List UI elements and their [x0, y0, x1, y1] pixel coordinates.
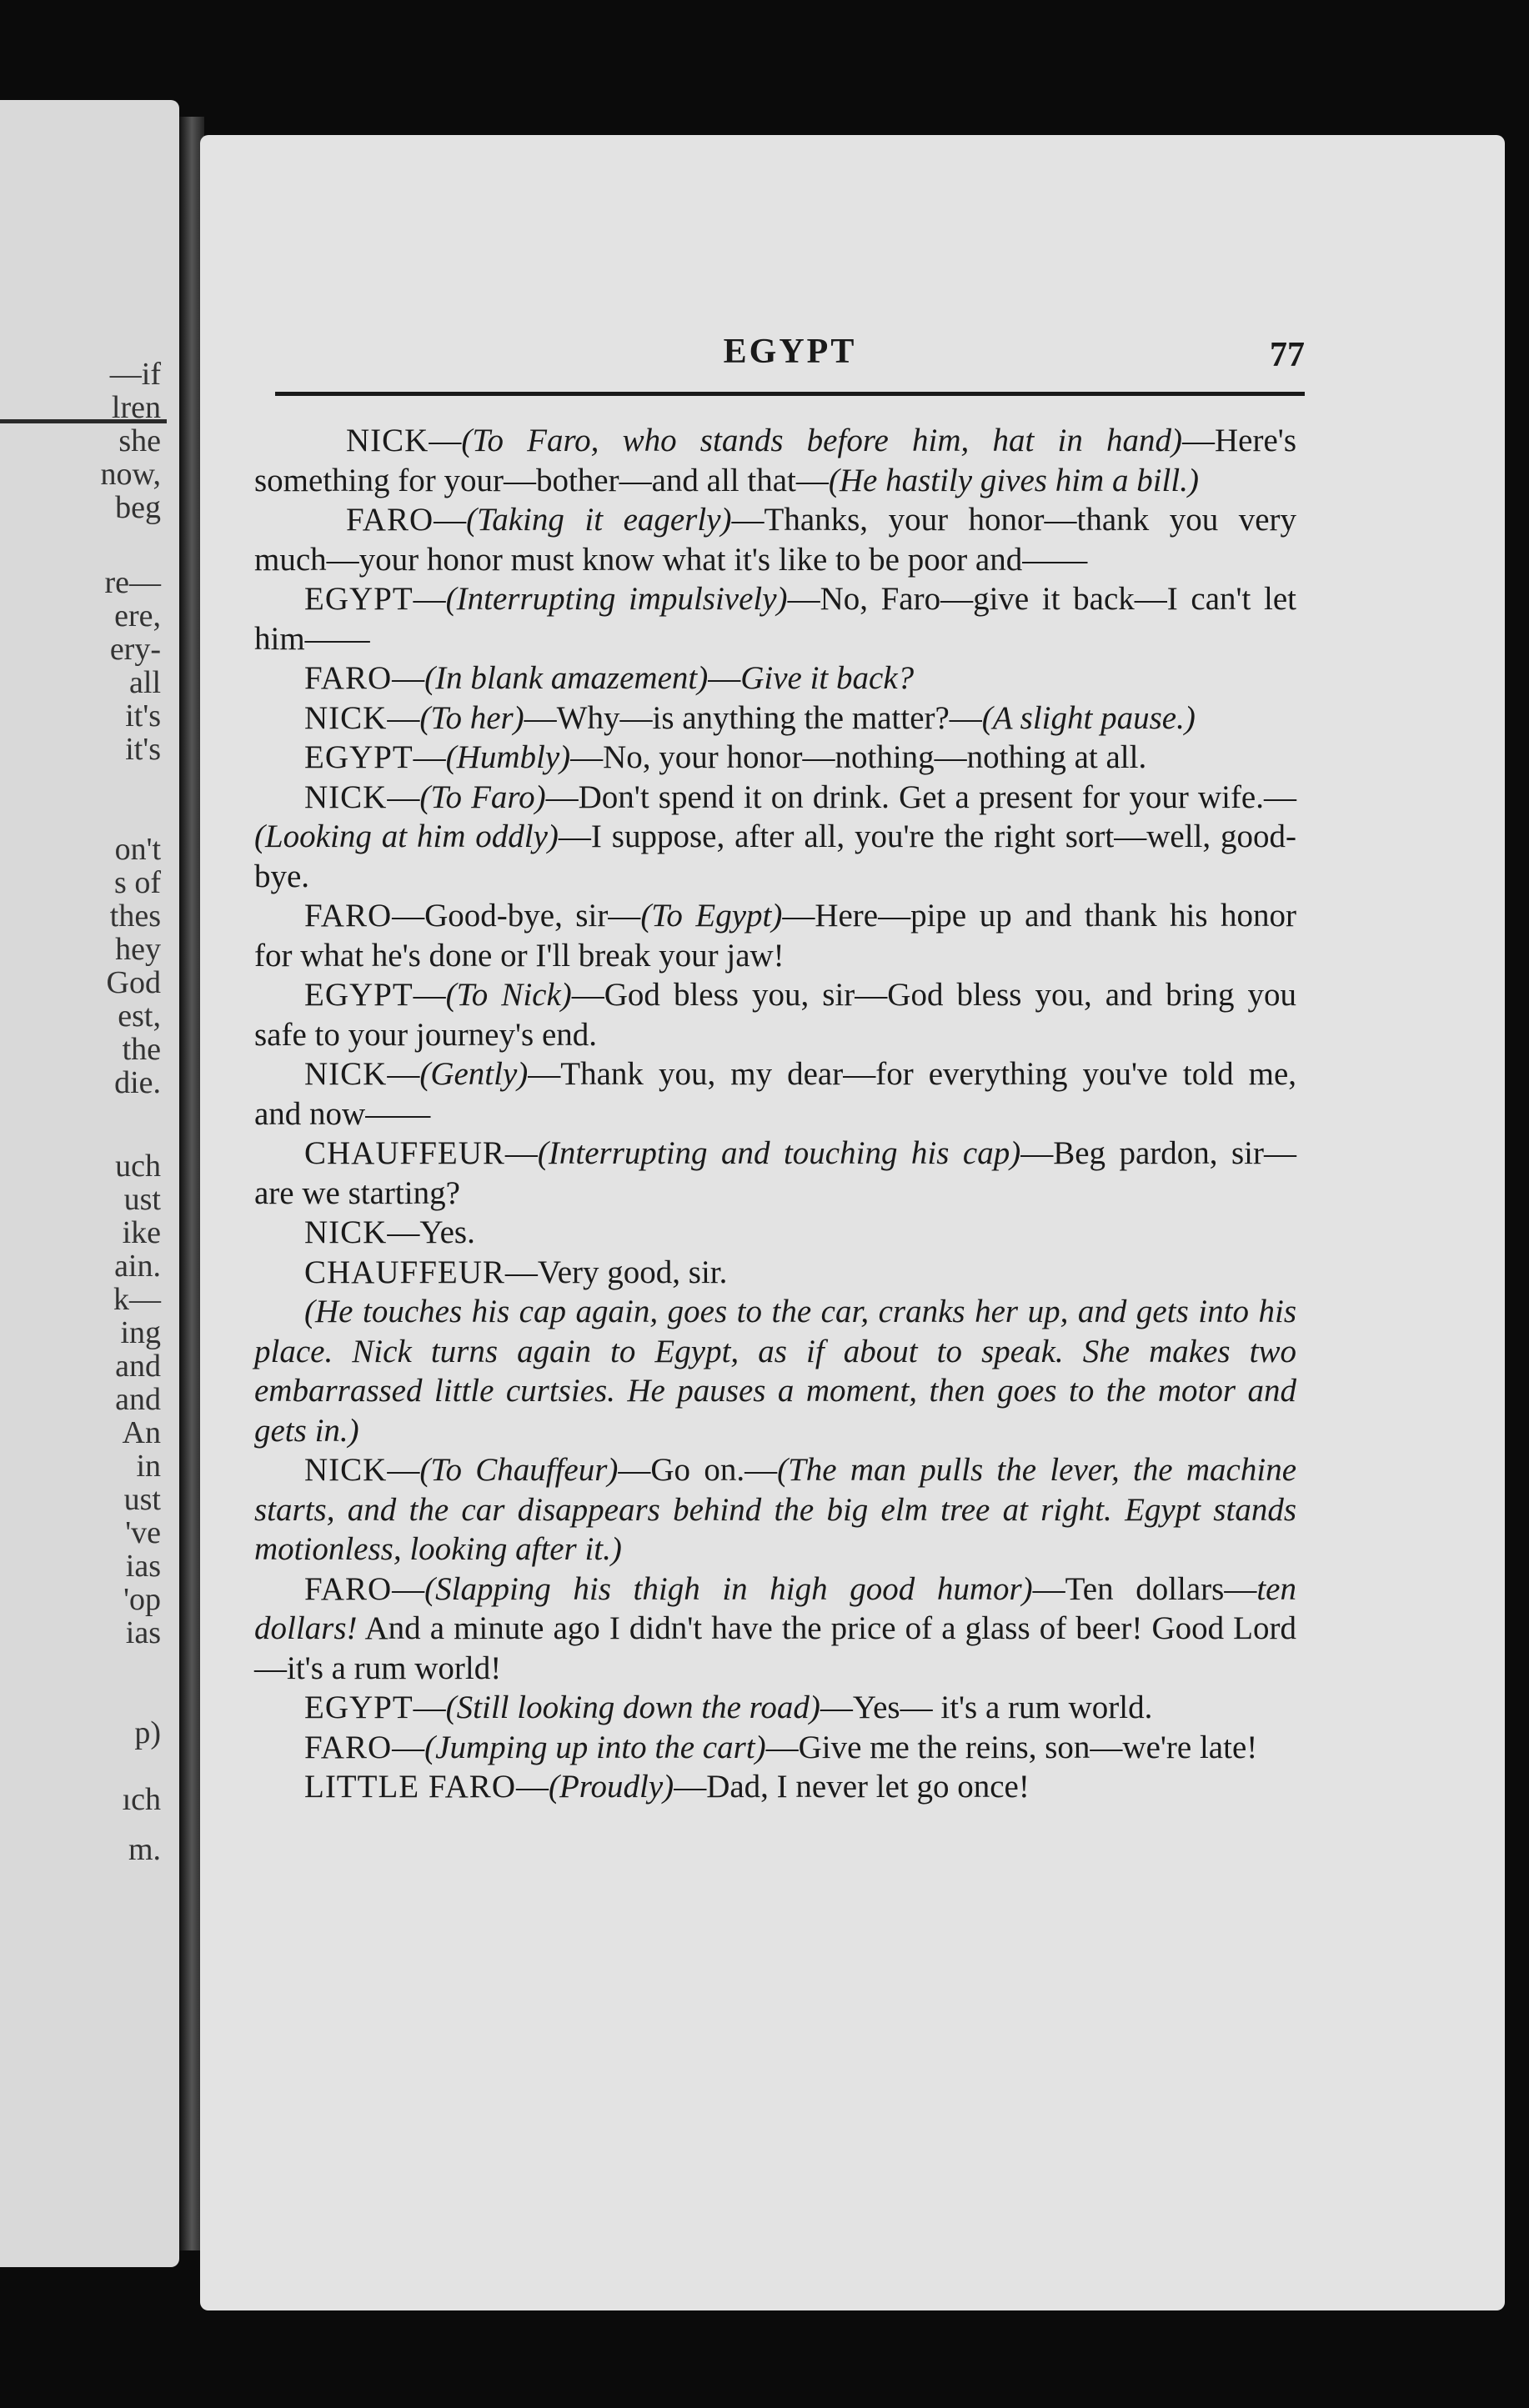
speaker-name: EGYPT: [304, 977, 414, 1013]
stage-direction: (To Chauffeur): [419, 1452, 619, 1488]
left-page-text-fragment: hey: [115, 932, 161, 967]
left-page-text-fragment: and: [115, 1382, 161, 1417]
speaker-name: CHAUFFEUR: [304, 1254, 505, 1290]
dialogue-text: —No, your honor—nothing—nothing at all.: [570, 739, 1147, 775]
left-page-text-fragment: ery-: [109, 632, 161, 667]
dialogue-paragraph: [254, 500, 1296, 579]
em-dash: —: [434, 502, 467, 538]
em-dash: —: [413, 581, 446, 617]
left-page-text-fragment: ias: [125, 1615, 161, 1650]
stage-direction: (To Faro): [419, 778, 546, 815]
dialogue-paragraph: [254, 579, 1296, 658]
stage-direction: (Interrupting and touching his cap): [537, 1135, 1021, 1171]
left-page-text-fragment: it's: [125, 732, 161, 767]
left-page-text-fragment: and: [115, 1349, 161, 1384]
dialogue-paragraph: [254, 1213, 1296, 1253]
speaker-name: EGYPT: [304, 1690, 414, 1725]
dialogue-paragraph: [254, 1054, 1296, 1134]
left-page-text-fragment: the: [122, 1032, 161, 1067]
speaker-name: LITTLE FARO: [304, 1769, 516, 1805]
stage-direction: (To Faro, who stands before him, hat in hand): [461, 423, 1183, 458]
stage-direction: (Looking at him oddly): [254, 819, 559, 854]
em-dash: —: [413, 1690, 446, 1725]
dialogue-text: —Don't spend it on drink. Get a present for your wife.—: [545, 778, 1296, 815]
em-dash: —: [516, 1769, 549, 1805]
left-page-text-fragment: ere,: [114, 598, 161, 633]
speaker-name: FARO: [346, 502, 434, 538]
dialogue-paragraph: [254, 1569, 1296, 1689]
left-page-text-fragment: ike: [122, 1215, 161, 1250]
left-page-text-fragment: all: [129, 665, 161, 700]
dialogue-text: —Give me the reins, son—we're late!: [765, 1729, 1258, 1765]
dialogue-paragraph: [254, 1688, 1296, 1728]
page-header: [275, 332, 1305, 378]
speaker-name: NICK: [304, 778, 388, 815]
left-page-text-fragment: An: [122, 1415, 161, 1450]
dialogue-text: —Yes.: [387, 1214, 475, 1250]
stage-direction: (He touches his cap again, goes to the car, cranks her up, and gets into his place. Nick turns again to Egypt, as if about to speak. She makes two embarrassed little curtsies. He pauses a moment, then goes to the motor and gets in.): [254, 1294, 1296, 1449]
page-number: 77: [1270, 336, 1305, 374]
left-page-text-fragment: 'op: [123, 1582, 161, 1617]
left-page-text-fragment: in: [136, 1449, 161, 1484]
speaker-name: FARO: [304, 1570, 393, 1607]
dialogue-paragraph: [254, 1728, 1296, 1768]
stage-direction: (To Egypt): [640, 898, 783, 934]
dialogue-text: —No, Faro—give it back—I can't let him——: [254, 581, 1297, 657]
left-page-text-fragment: est,: [118, 999, 161, 1034]
em-dash: —: [387, 1056, 420, 1092]
stage-direction: (Slapping his thigh in high good humor): [424, 1570, 1033, 1607]
dialogue-paragraph: [254, 738, 1296, 778]
left-page-text-fragment: s of: [114, 865, 161, 900]
dialogue-text: —Here—pipe up and thank his honor for what he's done or I'll break your jaw!: [254, 898, 1296, 974]
dialogue-paragraph: [254, 658, 1296, 698]
dialogue-paragraph: [254, 778, 1296, 897]
em-dash: —: [392, 660, 425, 696]
left-page-text-fragment: ust: [123, 1482, 161, 1517]
stage-direction: Give it back?: [740, 660, 915, 696]
left-facing-page: [0, 100, 179, 2267]
left-page-text-fragment: God: [106, 965, 161, 1000]
speaker-name: NICK: [304, 1214, 388, 1250]
dialogue-paragraph: [254, 421, 1296, 500]
dialogue-paragraph: [254, 975, 1296, 1054]
running-title: EGYPT: [723, 333, 857, 371]
dialogue-text: —Here's something for your—bother—and all that—: [254, 423, 1296, 498]
em-dash: —: [392, 1570, 425, 1607]
em-dash: —: [387, 699, 420, 736]
speaker-name: FARO: [304, 660, 393, 696]
dialogue-paragraph: [254, 1134, 1296, 1213]
stage-direction: (Humbly): [445, 739, 571, 775]
stage-direction: (Jumping up into the cart): [424, 1729, 766, 1765]
dialogue-text: —God bless you, sir—God bless you, and bring you safe to your journey's end.: [254, 977, 1296, 1053]
dialogue-text: —: [708, 660, 741, 696]
dialogue-paragraph: [254, 1450, 1296, 1569]
dialogue-text: And a minute ago I didn't have the price of a glass of beer! Good Lord—it's a rum world!: [254, 1610, 1296, 1686]
stage-direction: (Interrupting impulsively): [445, 581, 788, 617]
play-text: [254, 421, 1296, 1807]
left-page-text-fragment: now,: [100, 457, 161, 492]
stage-direction: (He hastily gives him a bill.): [828, 462, 1199, 498]
left-page-text-fragment: ıch: [122, 1782, 161, 1817]
stage-direction: ten dollars!: [254, 1570, 1296, 1646]
dialogue-text: —Ten dollars—: [1032, 1570, 1257, 1607]
left-page-text-fragment: she: [118, 423, 161, 458]
stage-direction: (To her): [419, 699, 524, 736]
left-page-text-fragment: m.: [128, 1832, 161, 1867]
speaker-name: FARO: [304, 1729, 393, 1765]
em-dash: —: [504, 1135, 538, 1171]
left-page-text-fragment: uch: [115, 1149, 161, 1184]
dialogue-text: —Thank you, my dear—for everything you've told me, and now——: [254, 1056, 1296, 1132]
stage-direction: (In blank amazement): [424, 660, 709, 696]
left-page-text-fragment: ust: [123, 1182, 161, 1217]
dialogue-text: —Why—is anything the matter?—: [524, 699, 982, 736]
dialogue-paragraph: [254, 896, 1296, 975]
dialogue-paragraph: [254, 698, 1296, 738]
speaker-name: NICK: [304, 1056, 388, 1092]
speaker-name: EGYPT: [304, 739, 414, 775]
dialogue-text: —Yes— it's a rum world.: [820, 1690, 1153, 1725]
left-page-text-fragment: k—: [113, 1282, 161, 1317]
dialogue-text: —Go on.—: [618, 1452, 778, 1488]
em-dash: —: [413, 739, 446, 775]
dialogue-paragraph: [254, 1292, 1296, 1450]
em-dash: —: [387, 778, 420, 815]
stage-direction: (Proudly): [549, 1769, 674, 1805]
stage-direction: (Gently): [419, 1056, 529, 1092]
dialogue-text: —Good-bye, sir—: [392, 898, 641, 934]
dialogue-text: —Dad, I never let go once!: [674, 1769, 1030, 1805]
left-page-text-fragment: ing: [120, 1315, 161, 1350]
left-page-text-fragment: re—: [104, 565, 161, 600]
dialogue-text: —Very good, sir.: [504, 1254, 728, 1290]
dialogue-paragraph: [254, 1253, 1296, 1293]
em-dash: —: [392, 1729, 425, 1765]
header-rule: [275, 392, 1305, 396]
left-page-text-fragment: ias: [125, 1549, 161, 1584]
dialogue-text: —I suppose, after all, you're the right sort—well, good-bye.: [254, 819, 1296, 894]
dialogue-text: —Thanks, your honor—thank you very much—your honor must know what it's like to be poor and——: [254, 502, 1296, 578]
speaker-name: NICK: [304, 1452, 388, 1488]
speaker-name: FARO: [304, 898, 393, 934]
speaker-name: CHAUFFEUR: [304, 1135, 505, 1171]
left-page-text-fragment: ain.: [114, 1249, 161, 1284]
left-page-text-fragment: thes: [109, 899, 161, 934]
left-page-text-fragment: 've: [125, 1515, 161, 1550]
stage-direction: (Still looking down the road): [445, 1690, 820, 1725]
left-page-text-fragment: die.: [114, 1065, 161, 1100]
left-page-text-fragment: p): [134, 1715, 161, 1750]
stage-direction: (Taking it eagerly): [466, 502, 732, 538]
left-page-text-fragment: lren: [111, 390, 161, 425]
left-page-text-fragment: on't: [114, 832, 161, 867]
speaker-name: EGYPT: [304, 581, 414, 617]
left-page-text-fragment: it's: [125, 698, 161, 733]
left-page-text-fragment: —if: [109, 357, 161, 392]
speaker-name: NICK: [304, 699, 388, 736]
left-page-text-fragment: beg: [115, 490, 161, 525]
stage-direction: (A slight pause.): [981, 699, 1196, 736]
dialogue-text: —Beg pardon, sir—are we starting?: [254, 1135, 1297, 1211]
stage-direction: (The man pulls the lever, the machine starts, and the car disappears behind the big elm tree at right. Egypt stands motionless, looking after it.): [254, 1452, 1296, 1567]
stage-direction: (To Nick): [445, 977, 572, 1013]
em-dash: —: [413, 977, 446, 1013]
speaker-name: NICK: [346, 423, 429, 458]
em-dash: —: [429, 423, 462, 458]
em-dash: —: [387, 1452, 420, 1488]
dialogue-paragraph: [254, 1767, 1296, 1807]
